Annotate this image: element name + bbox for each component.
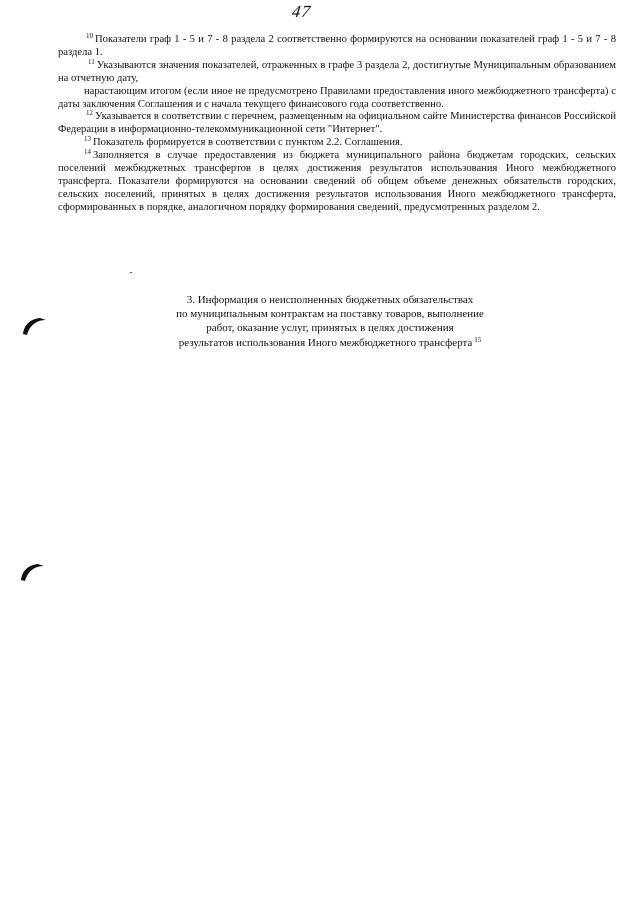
heading-line [150,336,510,350]
footnote-marker: 14 [84,148,91,157]
footnote-11 [58,57,616,86]
footnote-marker: 13 [84,135,91,144]
footnote-marker: 11 [88,57,95,66]
footnote-text: Указываются значения показателей, отраженных в графе 3 раздела 2, достигнутые Муниципальным образованием на отчетную дату, [58,59,616,84]
footnote-text: Показатель формируется в соответствии с пунктом 2.2. Соглашения. [93,137,403,149]
footnote-12 [58,111,616,137]
footnote-text: Заполняется в случае предоставления из бюджета муниципального района бюджетам городских, сельских поселений межбюджетных трансфертов в целях достижения результатов использования Иного межбюджетного трансферта. Показатели формируются на основании сведений об общем объеме денежных обязательств городских, сельских поселений, принятых в целях достижения результатов использования Иного межбюджетного трансферта, сформированных в порядке, аналогичном порядку формирования сведений, предусмотренных разделом 2. [58,150,616,213]
footnote-11-continuation [58,86,616,112]
footnotes-block [58,34,616,215]
heading-line: работ, оказание услуг, принятых в целях достижения [206,322,454,335]
heading-line: по муниципальным контрактам на поставку товаров, выполнение [176,308,484,321]
footnote-text: нарастающим итогом (если иное не предусмотрено Правилами предоставления иного межбюджетного трансферта) с даты заключения Соглашения и с начала текущего финансового года соответственно. [58,85,616,110]
footnote-13 [58,137,616,150]
footnote-10 [58,34,616,60]
footnote-marker: 10 [86,32,93,40]
hole-punch-mark-icon [18,560,46,582]
section-3-heading [150,293,510,350]
footnote-marker: 12 [86,109,93,118]
footnote-text: Указывается в соответствии с перечнем, размещенным на официальном сайте Министерства финансов Российской Федерации в информационно-телекоммуникационной сети "Интернет". [58,111,616,136]
footnote-text: Показатели граф 1 - 5 и 7 - 8 раздела 2 соответственно формируются на основании показателей граф 1 - 5 и 7 - 8 раздела 1. [58,34,616,58]
hole-punch-mark-icon [20,314,48,336]
footnote-14 [58,150,616,215]
heading-line-text: результатов использования Иного межбюджетного трансферта [178,336,473,349]
footnote-marker: 15 [474,335,482,344]
page-number: 47 [290,2,313,21]
stray-dot [130,272,132,273]
heading-line: 3. Информация о неисполненных бюджетных обязательствах [186,294,474,306]
